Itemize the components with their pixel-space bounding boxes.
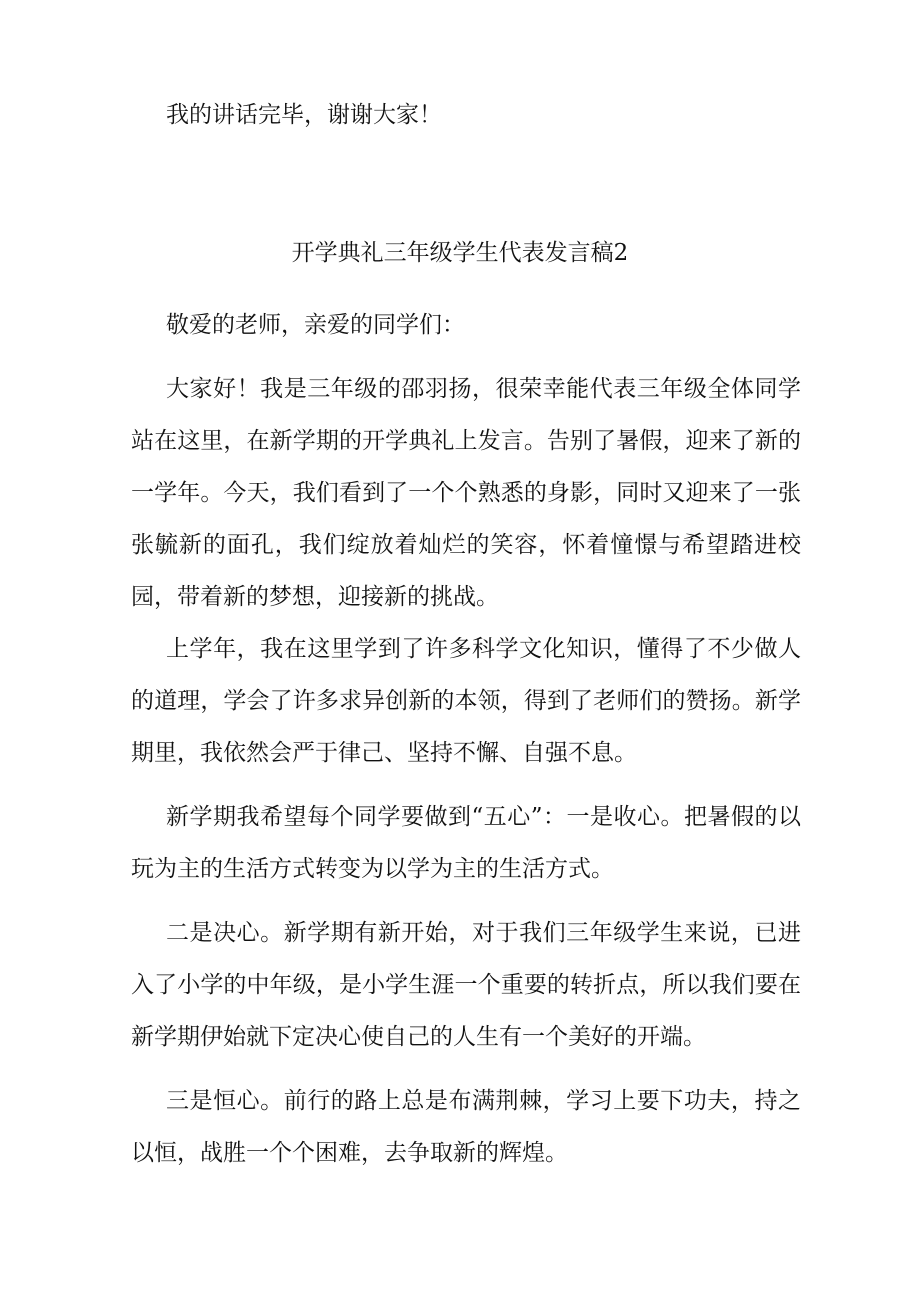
document-title: 开学典礼三年级学生代表发言稿2: [291, 240, 629, 266]
paragraph-2: 上学年，我在这里学到了许多科学文化知识，懂得了不少做人的道理，学会了许多求异创新的本领，得到了老师们的赞扬。新学期里，我依然会严于律己、坚持不懈、自强不息。: [131, 636, 801, 766]
paragraph-4: 二是决心。新学期有新开始，对于我们三年级学生来说，已进入了小学的中年级，是小学生涯一个重要的转折点，所以我们要在新学期伊始就下定决心使自己的人生有一个美好的开端。: [131, 920, 801, 1050]
closing-line: 我的讲话完毕，谢谢大家！: [166, 102, 442, 128]
paragraph-1: 大家好！我是三年级的邵羽扬，很荣幸能代表三年级全体同学站在这里，在新学期的开学典礼上发言。告别了暑假，迎来了新的一学年。今天，我们看到了一个个熟悉的身影，同时又迎来了一张张毓新的面孔，我们绽放着灿烂的笑容，怀着憧憬与希望踏进校园，带着新的梦想，迎接新的挑战。: [131, 376, 801, 610]
paragraph-5: 三是恒心。前行的路上总是布满荆棘，学习上要下功夫，持之以恒，战胜一个个困难，去争取新的辉煌。: [131, 1088, 801, 1166]
salutation: 敬爱的老师，亲爱的同学们：: [166, 312, 465, 338]
paragraph-3: 新学期我希望每个同学要做到“五心”：一是收心。把暑假的以玩为主的生活方式转变为以学为主的生活方式。: [131, 804, 801, 882]
